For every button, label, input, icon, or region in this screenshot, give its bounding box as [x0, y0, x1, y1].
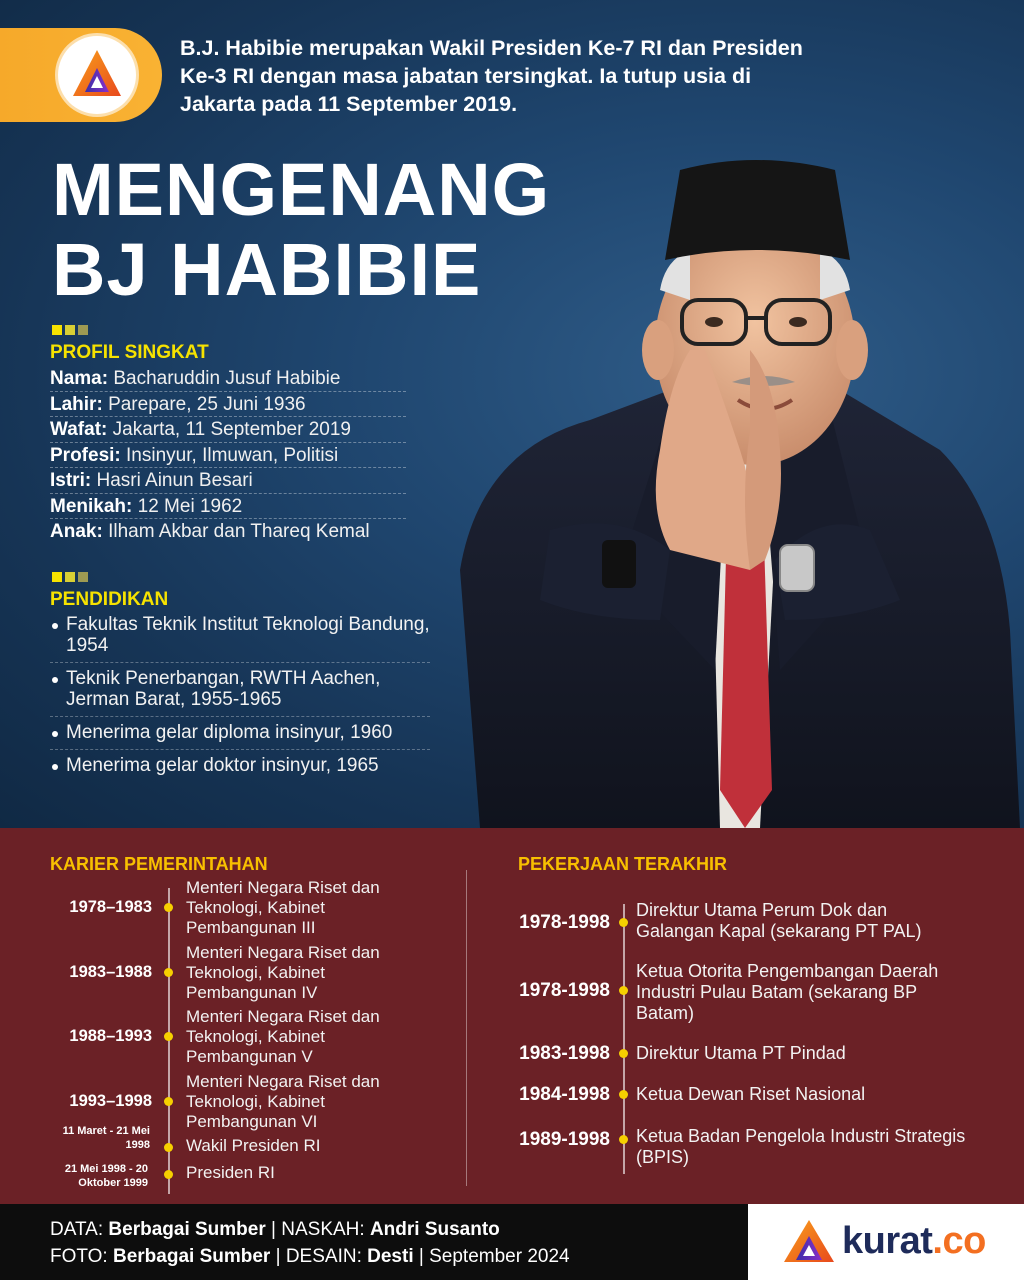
credits — [50, 1216, 570, 1270]
job-year: 1978-1998 — [519, 980, 610, 1001]
divider — [466, 870, 467, 1186]
job-text: Direktur Utama Perum Dok dan Galangan Kapal (sekarang PT PAL) — [636, 900, 922, 941]
education-heading: PENDIDIKAN — [50, 589, 169, 610]
timeline-dot-icon — [164, 1032, 173, 1041]
timeline-dot-icon — [619, 1049, 628, 1058]
profile-row-wafat: Wafat: Jakarta, 11 September 2019 — [50, 417, 406, 443]
career-text: Menteri Negara Riset dan Teknologi, Kabinet Pembangunan IV — [186, 943, 380, 1002]
timeline-dot-icon — [619, 1090, 628, 1099]
timeline-dot-icon — [164, 1170, 173, 1179]
career-year: 1988–1993 — [69, 1027, 152, 1045]
timeline-dot-icon — [619, 1135, 628, 1144]
list-item: Teknik Penerbangan, RWTH Aachen, Jerman Barat, 1955-1965 — [50, 668, 430, 717]
job-text: Ketua Dewan Riset Nasional — [636, 1084, 866, 1104]
akurat-logo-icon — [780, 1216, 838, 1266]
career-text: Menteri Negara Riset dan Teknologi, Kabinet Pembangunan VI — [186, 1072, 380, 1131]
credits-line-2: FOTO: Berbagai Sumber | DESAIN: Desti | September 2024 — [50, 1246, 570, 1267]
footer — [0, 1204, 1024, 1280]
career-text: Presiden RI — [186, 1163, 275, 1182]
habibie-portrait — [420, 150, 1024, 828]
timeline-dot-icon — [619, 986, 628, 995]
jobs-timeline-line — [623, 904, 625, 1174]
profile-row-lahir: Lahir: Parepare, 25 Juni 1936 — [50, 392, 406, 418]
list-item: Menerima gelar diploma insinyur, 1960 — [50, 722, 430, 750]
credits-line-1: DATA: Berbagai Sumber | NASKAH: Andri Susanto — [50, 1219, 500, 1240]
career-year: 1983–1988 — [69, 963, 152, 981]
section-marker-icon — [52, 322, 91, 334]
profile-list — [50, 366, 406, 545]
job-text: Ketua Otorita Pengembangan Daerah Industri Pulau Batam (sekarang BP Batam) — [636, 961, 939, 1023]
brand-box — [748, 1204, 1024, 1280]
intro-text: B.J. Habibie merupakan Wakil Presiden Ke-7 RI dan Presiden Ke-3 RI dengan masa jabatan tersingkat. Ia tutup usia di Jakarta pada 11 September 2019. — [180, 36, 803, 116]
brand-text: kurat.co — [842, 1220, 986, 1262]
career-year: 1978–1983 — [69, 898, 152, 916]
career-text: Wakil Presiden RI — [186, 1136, 321, 1155]
profile-row-istri: Istri: Hasri Ainun Besari — [50, 468, 406, 494]
job-year: 1978-1998 — [519, 912, 610, 933]
education-list — [50, 614, 430, 787]
career-year: 1993–1998 — [69, 1092, 152, 1110]
timeline-dot-icon — [164, 1097, 173, 1106]
profile-heading: PROFIL SINGKAT — [50, 342, 209, 363]
timeline-dot-icon — [164, 968, 173, 977]
career-text: Menteri Negara Riset dan Teknologi, Kabinet Pembangunan V — [186, 1007, 380, 1066]
profile-row-nama: Nama: Bacharuddin Jusuf Habibie — [50, 366, 406, 392]
jobs-heading: PEKERJAAN TERAKHIR — [518, 854, 728, 874]
profile-row-anak: Anak: Ilham Akbar dan Thareq Kemal — [50, 521, 370, 542]
career-year: 21 Mei 1998 - 20 Oktober 1999 — [64, 1163, 148, 1189]
job-text: Ketua Badan Pengelola Industri Strategis (BPIS) — [636, 1126, 966, 1167]
career-heading: KARIER PEMERINTAHAN — [50, 854, 268, 874]
title-line-2: BJ HABIBIE — [52, 228, 482, 311]
section-marker-icon — [52, 569, 91, 581]
profile-row-profesi: Profesi: Insinyur, Ilmuwan, Politisi — [50, 443, 406, 469]
timeline-dot-icon — [619, 918, 628, 927]
timeline-dot-icon — [164, 903, 173, 912]
career-section — [0, 828, 1024, 1204]
list-item: Menerima gelar doktor insinyur, 1965 — [50, 755, 430, 782]
job-year: 1989-1998 — [519, 1129, 610, 1150]
title-line-1: MENGENANG — [52, 148, 551, 231]
job-text: Direktur Utama PT Pindad — [636, 1043, 846, 1063]
career-year: 11 Maret - 21 Mei 1998 — [62, 1125, 150, 1151]
job-year: 1983-1998 — [519, 1043, 610, 1064]
job-year: 1984-1998 — [519, 1084, 610, 1105]
akurat-logo-icon — [58, 36, 136, 114]
timeline-dot-icon — [164, 1143, 173, 1152]
list-item: Fakultas Teknik Institut Teknologi Bandung, 1954 — [50, 614, 430, 663]
career-text: Menteri Negara Riset dan Teknologi, Kabinet Pembangunan III — [186, 878, 380, 937]
profile-row-menikah: Menikah: 12 Mei 1962 — [50, 494, 406, 520]
